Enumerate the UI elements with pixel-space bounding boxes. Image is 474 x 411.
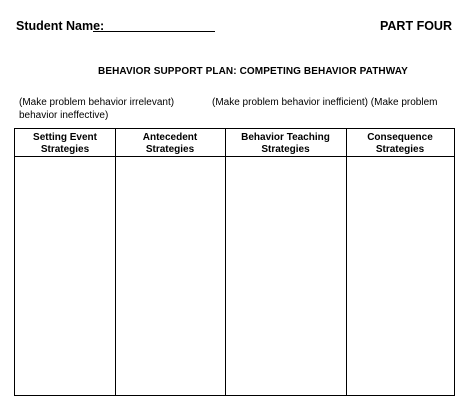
- column-header-line2: Strategies: [40, 143, 90, 155]
- student-name-label: Student Name:: [16, 19, 105, 33]
- plan-title: BEHAVIOR SUPPORT PLAN: COMPETING BEHAVIOR PATHWAY: [98, 66, 408, 77]
- column-header-line1: Behavior Teaching: [241, 132, 330, 143]
- column-header-antecedent: [115, 132, 225, 156]
- strategy-table: [14, 128, 455, 396]
- column-header-line1: Antecedent: [142, 132, 198, 143]
- column-header-line2: Strategies: [261, 143, 310, 155]
- consequence-cell[interactable]: [347, 158, 454, 395]
- antecedent-cell[interactable]: [116, 158, 225, 395]
- column-header-line2: Strategies: [145, 143, 195, 155]
- column-header-setting-event: [15, 132, 115, 156]
- column-header-behavior-teaching: [225, 132, 346, 156]
- setting-event-cell[interactable]: [15, 158, 115, 395]
- note-inefficient: (Make problem behavior inefficient) (Make problem: [212, 97, 438, 108]
- student-name-field[interactable]: [93, 31, 215, 32]
- column-header-line1: Setting Event: [33, 132, 97, 143]
- behavior-teaching-cell[interactable]: [226, 158, 346, 395]
- column-header-line2: Strategies: [375, 143, 425, 155]
- part-label: PART FOUR: [380, 19, 452, 33]
- column-header-line1: Consequence: [367, 132, 433, 143]
- column-header-consequence: [346, 132, 454, 156]
- note-ineffective: behavior ineffective): [19, 110, 109, 121]
- header-divider: [15, 156, 454, 157]
- note-irrelevant: (Make problem behavior irrelevant): [19, 97, 175, 108]
